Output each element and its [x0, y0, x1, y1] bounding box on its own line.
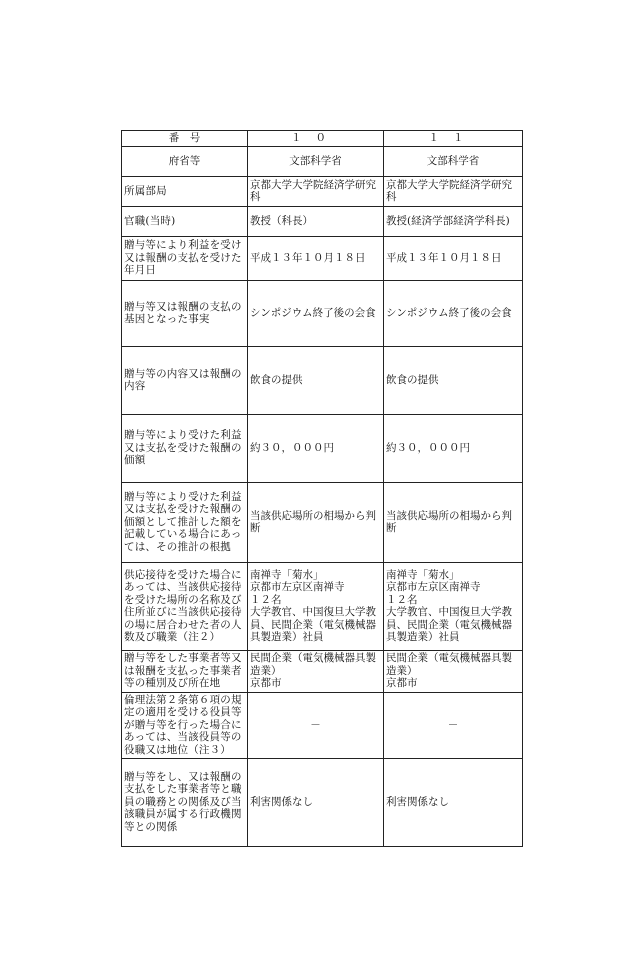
table-row-number	[122, 131, 523, 147]
table-row-ministry	[122, 146, 523, 176]
row-label: 贈与等により受けた利益又は支払を受けた報酬の価額として推計した額を記載している場合にあっては、その推計の根拠	[122, 482, 248, 562]
row-value-a: 平成１３年１０月１８日	[248, 236, 384, 280]
row-value-b: 文部科学省	[384, 146, 523, 176]
row-value-b: シンポジウム終了後の会食	[384, 280, 523, 346]
row-value-a: 文部科学省	[248, 146, 384, 176]
row-value-a: 京都大学大学院経済学研究科	[248, 176, 384, 206]
row-label: 贈与等又は報酬の支払の基因となった事実	[122, 280, 248, 346]
table-row-department	[122, 176, 523, 206]
table-row-estimate-basis	[122, 482, 523, 562]
row-value-b: －	[384, 692, 523, 758]
table-row-position	[122, 206, 523, 236]
table-row-date	[122, 236, 523, 280]
row-value-b: 南禅寺「菊水」 京都市左京区南禅寺 １２名 大学教官、中国復旦大学教員、民間企業（電気機械器具製造業）社員	[384, 562, 523, 650]
row-value-a: 飲食の提供	[248, 346, 384, 414]
number-col-a: １０	[248, 131, 384, 147]
table-row-content	[122, 346, 523, 414]
row-label: 府省等	[122, 146, 248, 176]
row-label: 贈与等をした事業者等又は報酬を支払った事業者等の種別及び所在地	[122, 650, 248, 692]
row-label: 所属部局	[122, 176, 248, 206]
table-row-amount	[122, 414, 523, 482]
row-value-b: 約３０，０００円	[384, 414, 523, 482]
row-label: 贈与等をし、又は報酬の支払をした事業者等と職員の職務との関係及び当該職員が属する行政機関等との関係	[122, 758, 248, 846]
row-label: 贈与等により利益を受け又は報酬の支払を受けた年月日	[122, 236, 248, 280]
row-value-b: 飲食の提供	[384, 346, 523, 414]
row-value-a: 利害関係なし	[248, 758, 384, 846]
row-value-b: 平成１３年１０月１８日	[384, 236, 523, 280]
table-row-officer-position	[122, 692, 523, 758]
table-row-cause	[122, 280, 523, 346]
row-value-b: 利害関係なし	[384, 758, 523, 846]
number-col-b: １１	[384, 131, 523, 147]
row-value-a: －	[248, 692, 384, 758]
row-value-a: 当該供応場所の相場から判断	[248, 482, 384, 562]
row-label: 贈与等の内容又は報酬の内容	[122, 346, 248, 414]
table-row-business-type	[122, 650, 523, 692]
row-value-a: 約３０，０００円	[248, 414, 384, 482]
row-value-b: 教授(経済学部経済学科長)	[384, 206, 523, 236]
row-label: 供応接待を受けた場合にあっては、当該供応接待を受けた場所の名称及び住所並びに当該供応接待の場に居合わせた者の人数及び職業（注２）	[122, 562, 248, 650]
row-value-a: 民間企業（電気機械器具製造業） 京都市	[248, 650, 384, 692]
row-label: 官職(当時)	[122, 206, 248, 236]
table-row-venue	[122, 562, 523, 650]
number-label: 番 号	[122, 131, 248, 147]
row-label: 倫理法第２条第６項の規定の適用を受ける役員等が贈与等を行った場合にあっては、当該役員等の役職又は地位（注３）	[122, 692, 248, 758]
row-value-a: 南禅寺「菊水」 京都市左京区南禅寺 １２名 大学教官、中国復旦大学教員、民間企業（電気機械器具製造業）社員	[248, 562, 384, 650]
row-value-a: シンポジウム終了後の会食	[248, 280, 384, 346]
row-value-b: 当該供応場所の相場から判断	[384, 482, 523, 562]
row-value-b: 京都大学大学院経済学研究科	[384, 176, 523, 206]
row-value-a: 教授（科長）	[248, 206, 384, 236]
row-value-b: 民間企業（電気機械器具製造業） 京都市	[384, 650, 523, 692]
table-row-relationship	[122, 758, 523, 846]
gift-disclosure-table	[121, 130, 523, 847]
row-label: 贈与等により受けた利益又は支払を受けた報酬の価額	[122, 414, 248, 482]
